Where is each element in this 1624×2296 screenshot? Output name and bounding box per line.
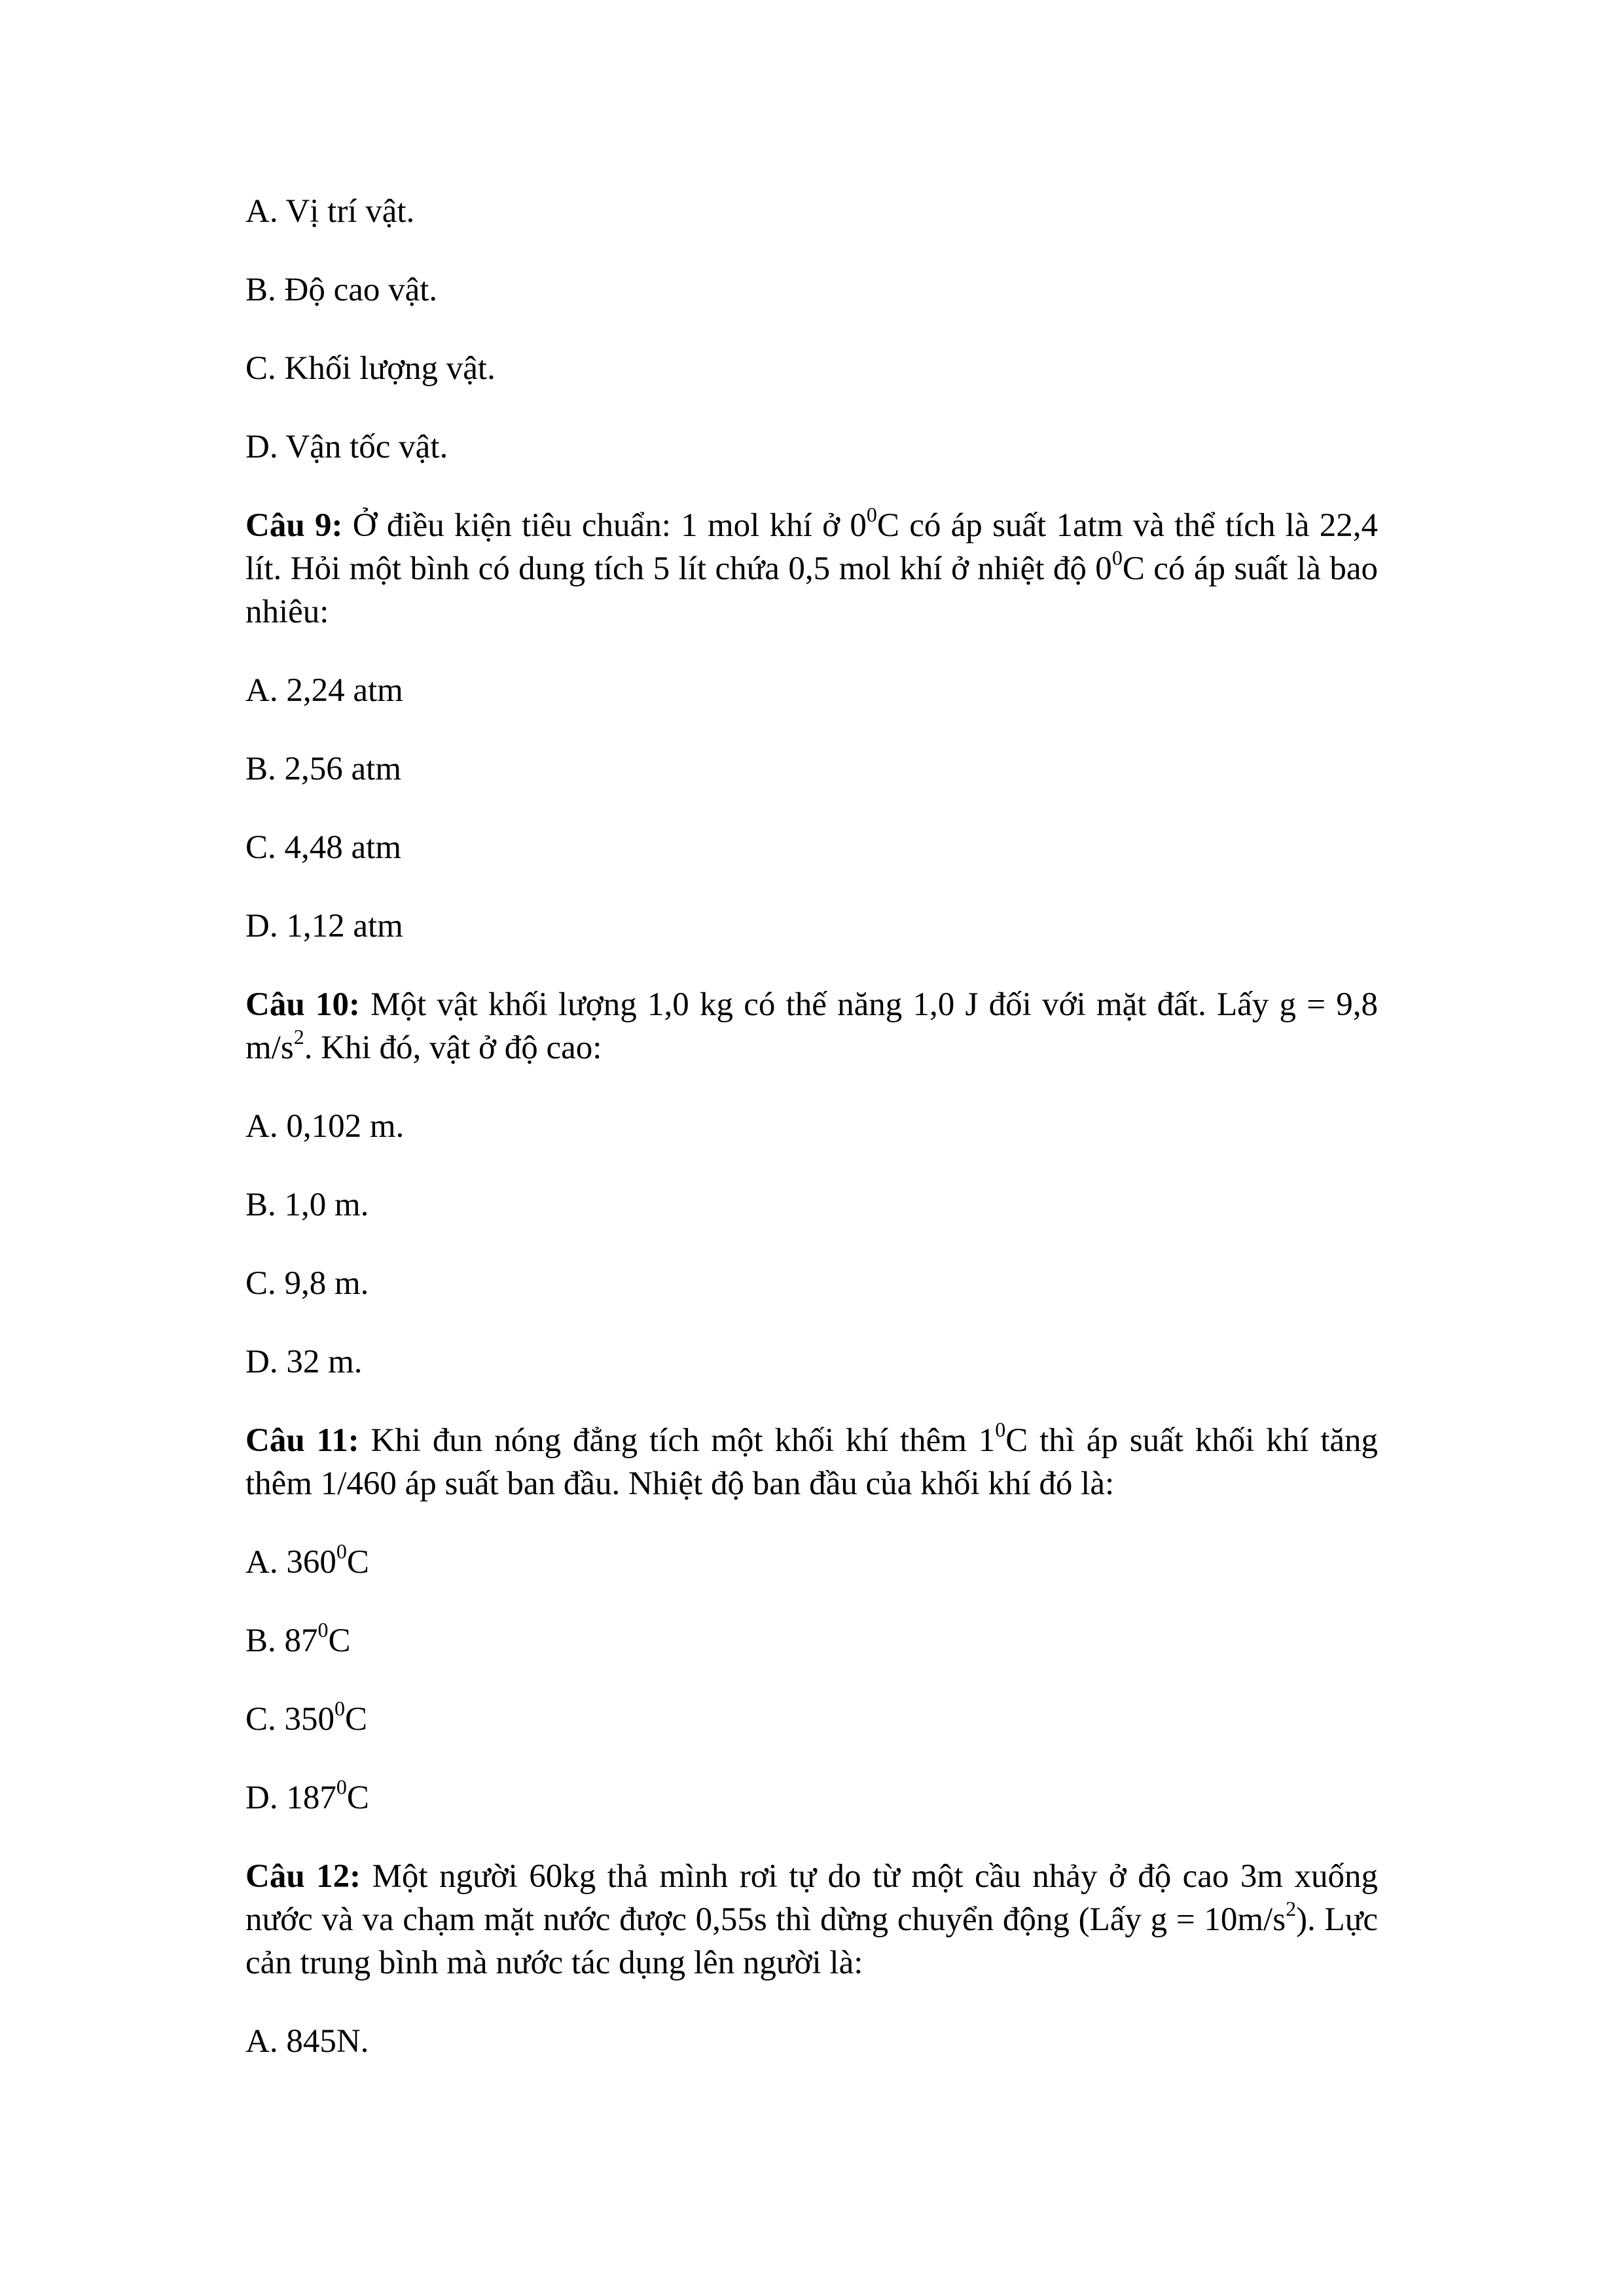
question-9-sup-2: 0 [1111,546,1123,569]
question-10 [245,983,1378,1069]
prev-option-d: D. Vận tốc vật. [245,429,448,465]
question-9-text-2: C có áp suất 1atm và thể tích là 22,4 lít. Hỏi một bình có dung tích 5 lít chứa 0,5 mol khí ở nhiệt độ 0 [245,507,1378,587]
question-11-label: Câu 11: [245,1422,359,1459]
question-9-sup-1: 0 [866,503,877,526]
question-12 [245,1855,1378,1984]
question-12-option-a: A. 845N. [245,2023,369,2060]
question-11-option-d [245,1776,1378,1820]
question-12-text-2: ). Lực cản trung bình mà nước tác dụng lên người là: [245,1901,1378,1981]
question-11-option-d-unit: C [346,1780,369,1816]
question-11-option-b-degree: 0 [317,1618,329,1641]
question-9-option-c: C. 4,48 atm [245,829,401,866]
question-11-text-1: Khi đun nóng đẳng tích một khối khí thêm 1 [359,1422,996,1459]
question-9-option-b: B. 2,56 atm [245,751,401,787]
document-page [245,190,1378,2098]
question-9-option-d: D. 1,12 atm [245,908,403,944]
question-9 [245,504,1378,634]
question-11-option-b-value: B. 87 [245,1623,318,1659]
prev-option-c: C. Khối lượng vật. [245,350,496,387]
question-11-option-b-unit: C [328,1623,351,1659]
question-9-option-a: A. 2,24 atm [245,672,403,709]
prev-option-a: A. Vị trí vật. [245,193,415,230]
question-10-option-d: D. 32 m. [245,1344,363,1380]
question-11-option-b [245,1619,1378,1662]
question-11-text-2: C thì áp suất khối khí tăng thêm 1/460 áp suất ban đầu. Nhiệt độ ban đầu của khối khí đó là: [245,1422,1379,1502]
question-10-option-c: C. 9,8 m. [245,1265,369,1302]
question-9-label: Câu 9: [245,507,343,544]
question-11-option-d-degree: 0 [336,1775,347,1799]
question-9-text-1: Ở điều kiện tiêu chuẩn: 1 mol khí ở 0 [342,507,867,544]
question-11-option-a-value: A. 360 [245,1544,336,1581]
question-10-text-1: Một vật khối lượng 1,0 kg có thế năng 1,0 J đối với mặt đất. Lấy g = 9,8 m/s [245,986,1378,1066]
question-9-text-3: C có áp suất là bao nhiêu: [245,550,1378,630]
question-12-text-1: Một người 60kg thả mình rơi tự do từ một cầu nhảy ở độ cao 3m xuống nước và va chạm mặt nước được 0,55s thì dừng chuyển động (Lấy g = 10m/s [245,1858,1378,1938]
prev-option-b: B. Độ cao vật. [245,272,438,308]
question-10-label: Câu 10: [245,986,360,1023]
question-11-sup-1: 0 [995,1418,1006,1441]
question-12-label: Câu 12: [245,1858,361,1895]
question-11-option-a [245,1541,1378,1584]
question-11-option-c-value: C. 350 [245,1701,335,1738]
question-10-option-b: B. 1,0 m. [245,1187,369,1223]
question-10-text-2: . Khi đó, vật ở độ cao: [304,1030,602,1066]
question-11-option-c-degree: 0 [334,1696,346,1720]
question-11-option-d-value: D. 187 [245,1780,336,1816]
question-11 [245,1419,1378,1505]
question-10-sup-1: 2 [293,1025,304,1049]
question-11-option-a-unit: C [346,1544,369,1581]
question-11-option-a-degree: 0 [336,1539,347,1563]
question-10-option-a: A. 0,102 m. [245,1108,405,1145]
question-12-sup-1: 2 [1286,1897,1297,1920]
question-11-option-c-unit: C [345,1701,368,1738]
question-11-option-c [245,1698,1378,1741]
